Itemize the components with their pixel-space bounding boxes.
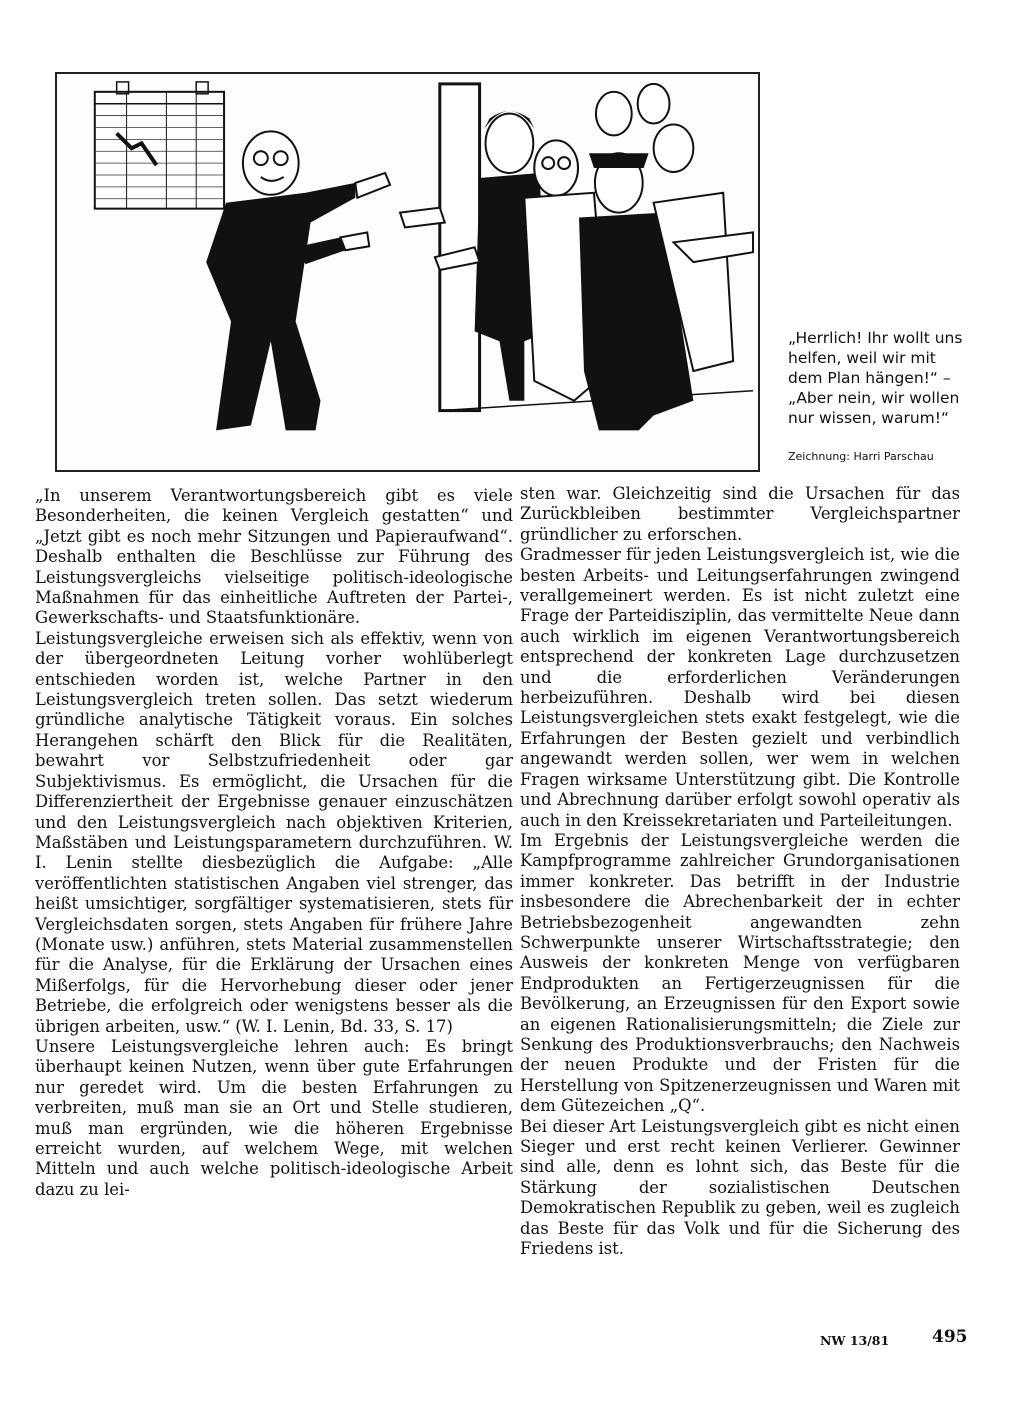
page-number: 495: [932, 1327, 968, 1347]
official-figure: [206, 131, 390, 430]
paragraph: Unsere Leistungsvergleiche lehren auch: Es bringt überhaupt keinen Nutzen, wenn über gute Erfahrungen nur geredet wird. Um die besten Erfahrungen zu verbreiten, muß man sie an Ort und Stelle studieren, muß man ergründen, wie die höheren Ergebnisse erreicht wurden, auf welchem Wege, mit welchen Mitteln und auch welche politisch-ideologische Arbeit dazu zu lei-: [35, 1036, 513, 1199]
wall-chart: [95, 82, 224, 209]
paragraph: sten war. Gleichzeitig sind die Ursachen für das Zurückbleiben bestimmter Vergleichspartner gründlicher zu erforschen.: [520, 484, 960, 544]
paragraph: Im Ergebnis der Leistungsvergleiche werden die Kampfprogramme zahlreicher Grundorganisationen immer konkreter. Das betrifft in der Industrie insbesondere die Abrechenbarkeit der in echter Betriebsbezogenheit angewandten zehn Schwerpunkte unserer Wirtschaftsstrategie; den Ausweis der konkreten Menge von verfügbaren Endprodukten an Fertigerzeugnissen für die Bevölkerung, an Erzeugnissen für den Export sowie an eigenen Rationalisierungsmitteln; die Ziele zur Senkung des Produktionsverbrauchs; den Nachweis der neuen Produkte und der Fristen für die Herstellung von Spitzenerzeugnissen und Waren mit dem Gütezeichen „Q“.: [520, 830, 960, 1116]
cartoon-caption: [788, 328, 970, 428]
caption-line-1: „Herrlich! Ihr wollt uns helfen, weil wir mit dem Plan hängen!“ –: [788, 329, 963, 387]
paragraph: Bei dieser Art Leistungsvergleich gibt es nicht einen Sieger und erst recht keinen Verlierer. Gewinner sind alle, denn es lohnt sich, das Beste für die Stärkung der sozialistischen Deutschen Demokratischen Republik zu geben, weil es zugleich das Beste für das Volk und für die Sicherung des Friedens ist.: [520, 1116, 960, 1259]
caption-line-2: „Aber nein, wir wollen nur wissen, warum!“: [788, 389, 960, 427]
cartoon-illustration: [55, 72, 760, 472]
illustration-credit: Zeichnung: Harri Parschau: [788, 450, 934, 463]
article-column-right: [520, 484, 960, 1259]
paragraph: „In unserem Verantwortungsbereich gibt es viele Besonderheiten, die keinen Vergleich gestatten“ und „Jetzt gibt es noch mehr Sitzungen und Papieraufwand“. Deshalb enthalten die Beschlüsse zur Führung des Leistungsvergleichs vielseitige politisch-ideologische Maßnahmen für das einheitliche Auftreten der Partei-, Gewerkschafts- und Staatsfunktionäre.: [35, 486, 513, 628]
paragraph: Gradmesser für jeden Leistungsvergleich ist, wie die besten Arbeits- und Leitungserfahrungen zwingend verallgemeinert werden. Es ist nicht zuletzt eine Frage der Parteidisziplin, das vermittelte Neue dann auch wirklich im eigenen Verantwortungsbereich entsprechend der konkreten Lage durchzusetzen und die erforderlichen Veränderungen herbeizuführen. Deshalb wird bei diesen Leistungsvergleichen stets exakt festgelegt, wie die Erfahrungen der Besten gezielt und verbindlich angewandt werden sollen, wer wem in welchen Fragen wirksame Unterstützung gibt. Die Kontrolle und Abrechnung darüber erfolgt sowohl operativ als auch in den Kreissekretariaten und Parteileitungen.: [520, 545, 960, 830]
cartoon-drawing: [57, 74, 758, 470]
paragraph: Leistungsvergleiche erweisen sich als effektiv, wenn von der übergeordneten Leitung vorher wohlüberlegt entschieden worden ist, welche Partner in den Leistungsvergleich treten sollen. Das setzt wiederum gründliche analytische Tätigkeit voraus. Ein solches Herangehen schärft den Blick für die Realitäten, bewahrt vor Selbstzufriedenheit oder gar Subjektivismus. Es ermöglicht, die Ursachen für die Differenziertheit der Ergebnisse genauer einzuschätzen und den Leistungsvergleich nach objektiven Kriterien, Maßstäben und Leistungsparametern durchzuführen. W. I. Lenin stellte diesbezüglich die Aufgabe: „Alle veröffentlichten statistischen Angaben viel strenger, das heißt umsichtiger, sorgfältiger systematisieren, stets für Vergleichsdaten sorgen, stets Angaben für frühere Jahre (Monate usw.) anführen, stets Material zusammenstellen für die Analyse, für die Erklärung der Ursachen eines Mißerfolgs, für die Hervorhebung dieser oder jener Betriebe, die erfolgreich oder wenigstens besser als die übrigen arbeiten, usw.“ (W. I. Lenin, Bd. 33, S. 17): [35, 628, 513, 1036]
magazine-issue: NW 13/81: [820, 1333, 890, 1348]
article-column-left: [35, 486, 513, 1200]
